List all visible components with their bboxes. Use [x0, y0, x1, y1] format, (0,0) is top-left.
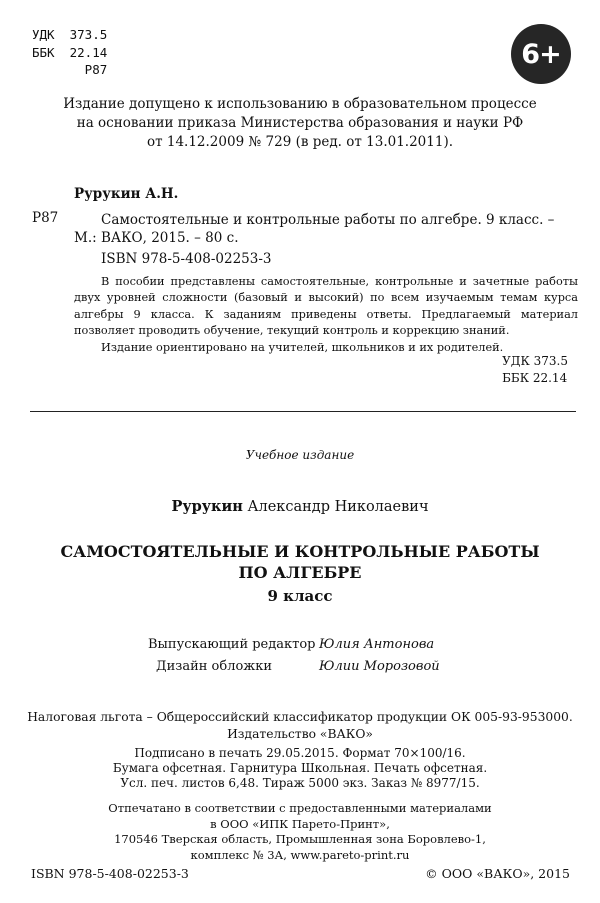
- book-title-line-2: ПО АЛГЕБРЕ: [238, 563, 362, 582]
- author-mark: Р87: [32, 62, 108, 77]
- tax-line-1: Налоговая льгота – Общероссийский классификатор продукции ОК 005-93-953000.: [27, 710, 573, 724]
- credit-name: Юлия Антонова: [319, 637, 435, 652]
- edition-type: Учебное издание: [245, 448, 355, 462]
- approval-line-1: Издание допущено к использованию в образовательном процессе: [63, 96, 537, 112]
- printer-line-2: в ООО «ИПК Парето-Принт»,: [210, 816, 390, 831]
- footer-copyright: © ООО «ВАКО», 2015: [425, 866, 570, 881]
- age-rating-badge: 6+: [511, 24, 571, 84]
- printer-line-3: 170546 Тверская область, Промышленная зона Боровлево-1,: [114, 832, 486, 846]
- grade-label: 9 класс: [267, 587, 333, 605]
- approval-notice: [0, 95, 600, 152]
- bibliographic-publisher-line: М.: ВАКО, 2015. – 80 с.: [74, 230, 239, 246]
- approval-line-2: на основании приказа Министерства образования и науки РФ: [76, 115, 524, 131]
- print-info-line-1: Подписано в печать 29.05.2015. Формат 70×100/16.: [134, 746, 466, 760]
- abstract-paragraph-2: Издание ориентировано на учителей, школьников и их родителей.: [101, 340, 504, 354]
- author-full-name: [0, 498, 600, 515]
- printer-line-1: Отпечатано в соответствии с предоставленными материалами: [108, 801, 492, 815]
- udk-code: УДК 373.5: [32, 27, 108, 42]
- credit-row-editor: [148, 634, 440, 656]
- print-info-line-2: Бумага офсетная. Гарнитура Школьная. Печать офсетная.: [112, 761, 488, 775]
- classification-codes: [32, 26, 107, 79]
- bbk-code: ББК 22.14: [32, 44, 108, 60]
- abstract: [74, 274, 578, 356]
- tax-info: [0, 709, 600, 743]
- bibliographic-title-line: Самостоятельные и контрольные работы по алгебре. 9 класс. –: [101, 212, 555, 228]
- credit-row-cover-design: [148, 656, 440, 678]
- credit-name: Юлии Морозовой: [319, 658, 440, 674]
- footer-isbn: ISBN 978-5-408-02253-3: [31, 866, 189, 881]
- book-title-line-1: САМОСТОЯТЕЛЬНЫЕ И КОНТРОЛЬНЫЕ РАБОТЫ: [60, 542, 540, 561]
- credits: [148, 634, 440, 677]
- bibliographic-isbn: ISBN 978-5-408-02253-3: [101, 251, 272, 267]
- print-info: [0, 746, 600, 791]
- author-surname: Рурукин: [171, 498, 243, 515]
- divider-line: [30, 411, 576, 412]
- credit-role: Дизайн обложки: [156, 658, 273, 674]
- author-given-names: Александр Николаевич: [242, 499, 429, 515]
- classification-codes-right: [502, 353, 568, 387]
- printer-line-4: комплекс № 3А, www.pareto-print.ru: [190, 847, 410, 862]
- tax-line-2: Издательство «ВАКО»: [227, 726, 373, 741]
- udk-code-right: УДК 373.5: [502, 354, 568, 368]
- credit-role: Выпускающий редактор: [148, 637, 316, 652]
- bibliographic-author: Рурукин А.Н.: [74, 186, 179, 202]
- bbk-code-right: ББК 22.14: [502, 371, 568, 385]
- book-title: [0, 541, 600, 583]
- bibliographic-code: Р87: [32, 210, 59, 226]
- printer-info: [0, 801, 600, 863]
- approval-line-3: от 14.12.2009 № 729 (в ред. от 13.01.2011).: [146, 134, 454, 150]
- print-info-line-3: Усл. печ. листов 6,48. Тираж 5000 экз. Заказ № 8977/15.: [120, 776, 480, 790]
- abstract-paragraph-1: В пособии представлены самостоятельные, контрольные и зачетные работы двух уровней сложности (базовый и высокий) по всем изучаемым темам курса алгебры 9 класса. К заданиям приведены ответы. Предлагаемый материал позволяет проводить обучение, текущий контроль и коррекцию знаний.: [74, 275, 578, 338]
